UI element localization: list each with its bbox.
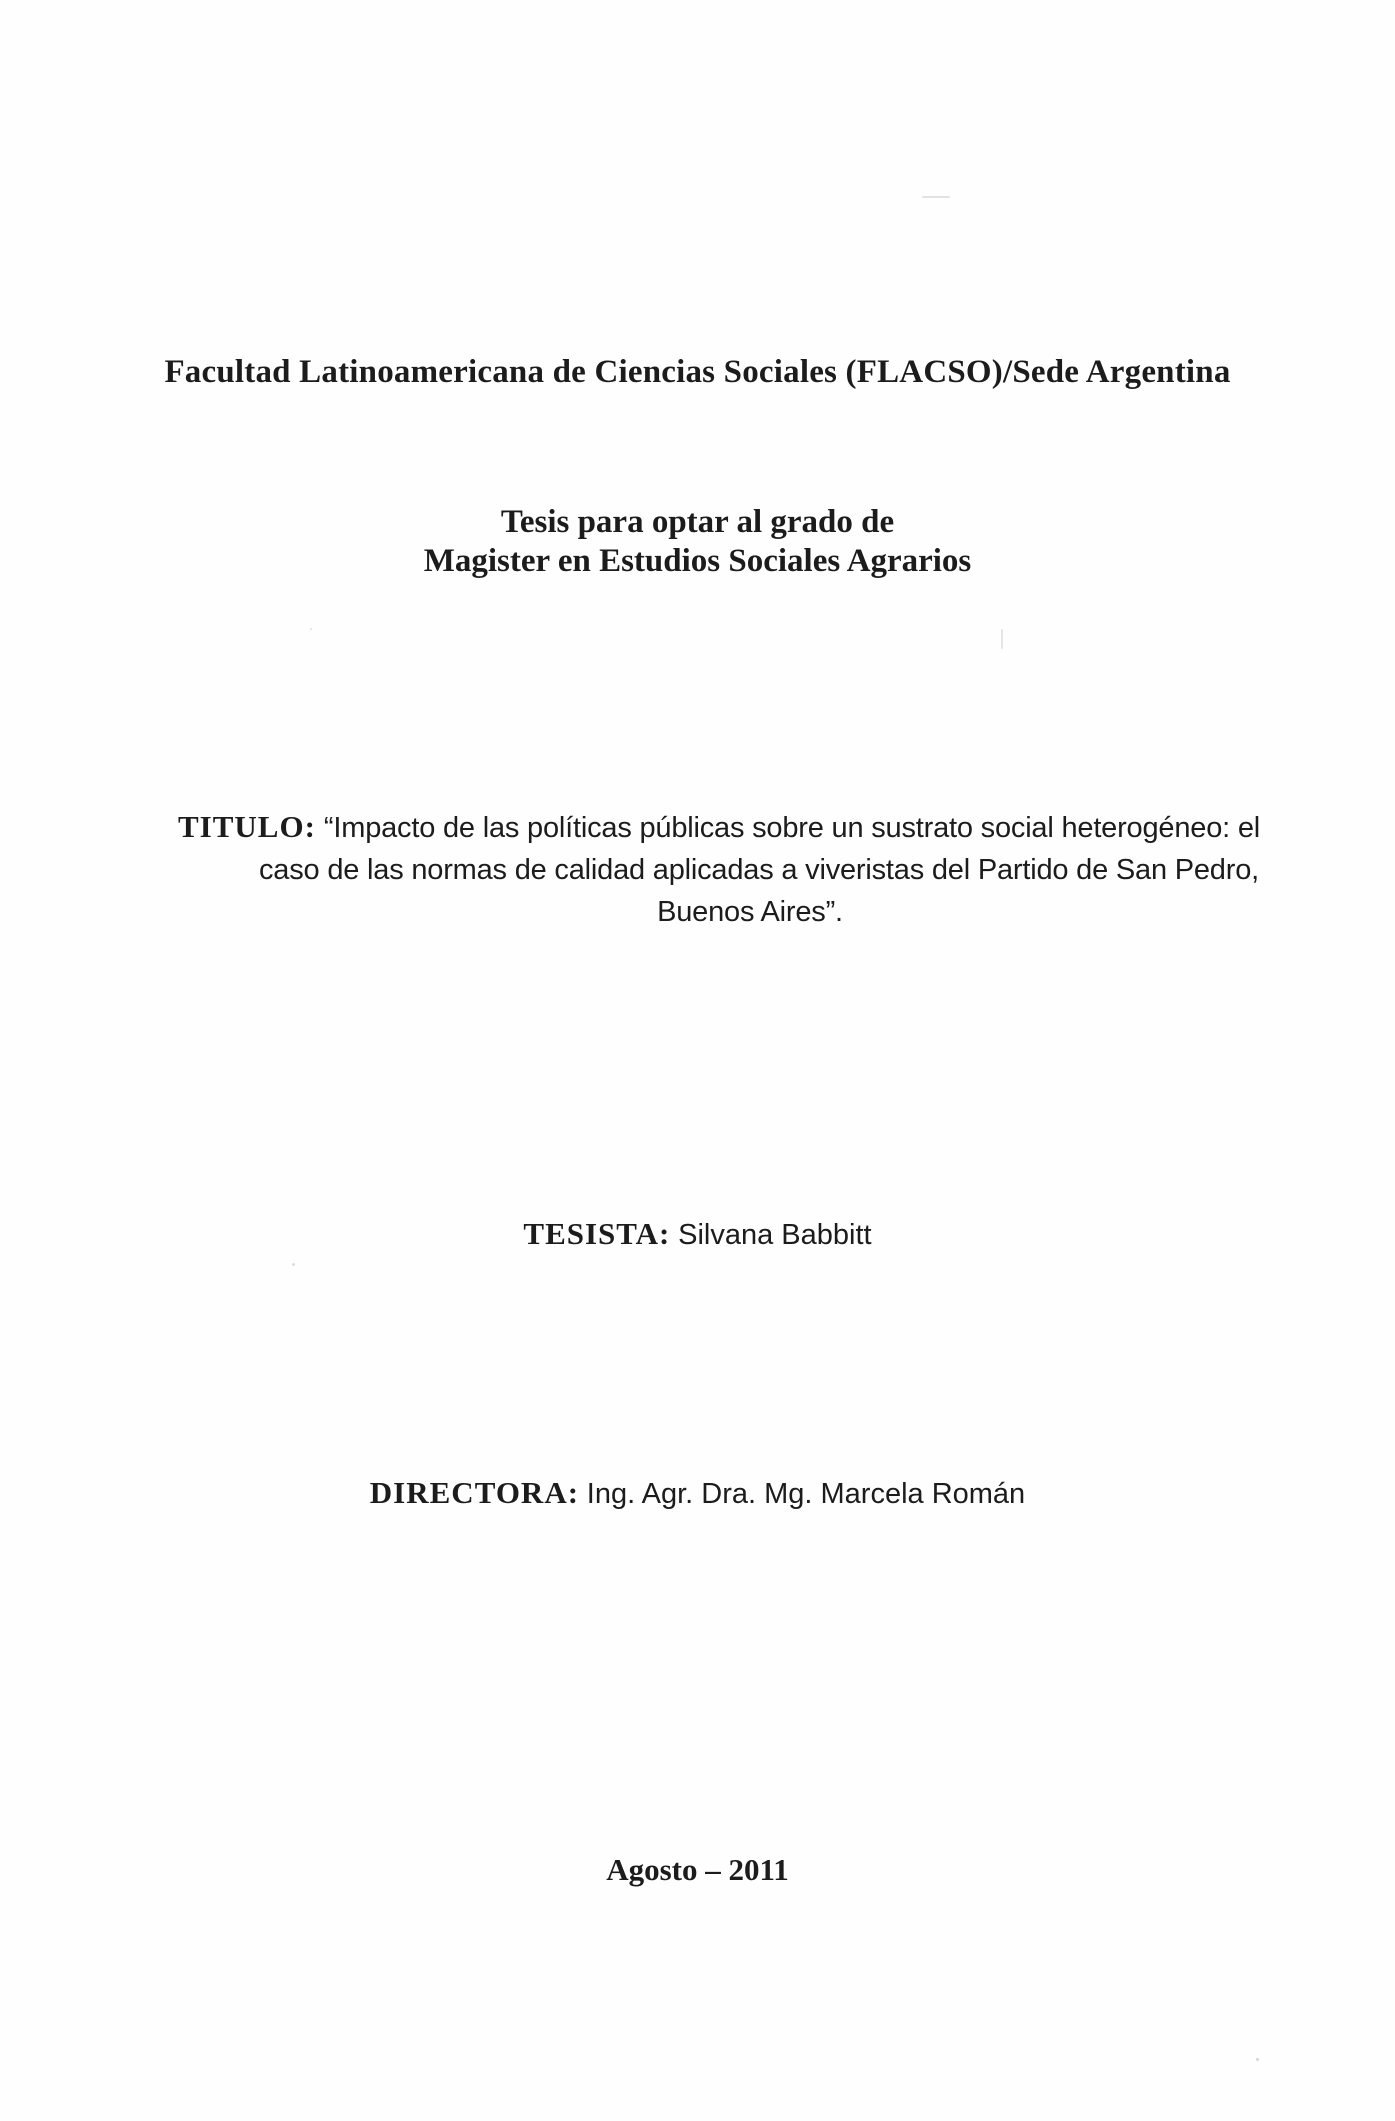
thesis-title-line-3: Buenos Aires”. — [657, 896, 843, 928]
thesis-date: Agosto – 2011 — [606, 1852, 789, 1887]
degree-line-1: Tesis para optar al grado de — [500, 504, 895, 540]
director-label: DIRECTORA: — [369, 1475, 580, 1510]
thesist-label: TESISTA: — [523, 1216, 671, 1251]
thesis-title-line-2: caso de las normas de calidad aplicadas a viveristas del Partido de San Pedro, — [259, 854, 1259, 886]
institution-heading: Facultad Latinoamericana de Ciencias Sociales (FLACSO)/Sede Argentina — [164, 354, 1231, 390]
thesis-title-row-1 — [160, 806, 1300, 848]
title-label: TITULO: — [178, 809, 316, 844]
scan-speck — [310, 628, 312, 630]
thesis-title-row-2 — [160, 848, 1300, 890]
scan-speck — [292, 1263, 295, 1266]
director-name: Ing. Agr. Dra. Mg. Marcela Román — [586, 1478, 1026, 1510]
thesist-name: Silvana Babbitt — [678, 1219, 872, 1251]
thesist-line — [0, 1218, 1395, 1250]
thesis-title-line-1: “Impacto de las políticas públicas sobre un sustrato social heterogéneo: el — [323, 812, 1261, 844]
thesis-title-block — [160, 806, 1300, 932]
thesis-title-row-3 — [160, 890, 1300, 932]
scan-speck — [1001, 629, 1003, 649]
scan-speck — [1256, 2058, 1259, 2061]
scan-speck — [922, 196, 950, 198]
degree-line-2: Magister en Estudios Sociales Agrarios — [423, 543, 972, 579]
director-line — [0, 1477, 1395, 1509]
